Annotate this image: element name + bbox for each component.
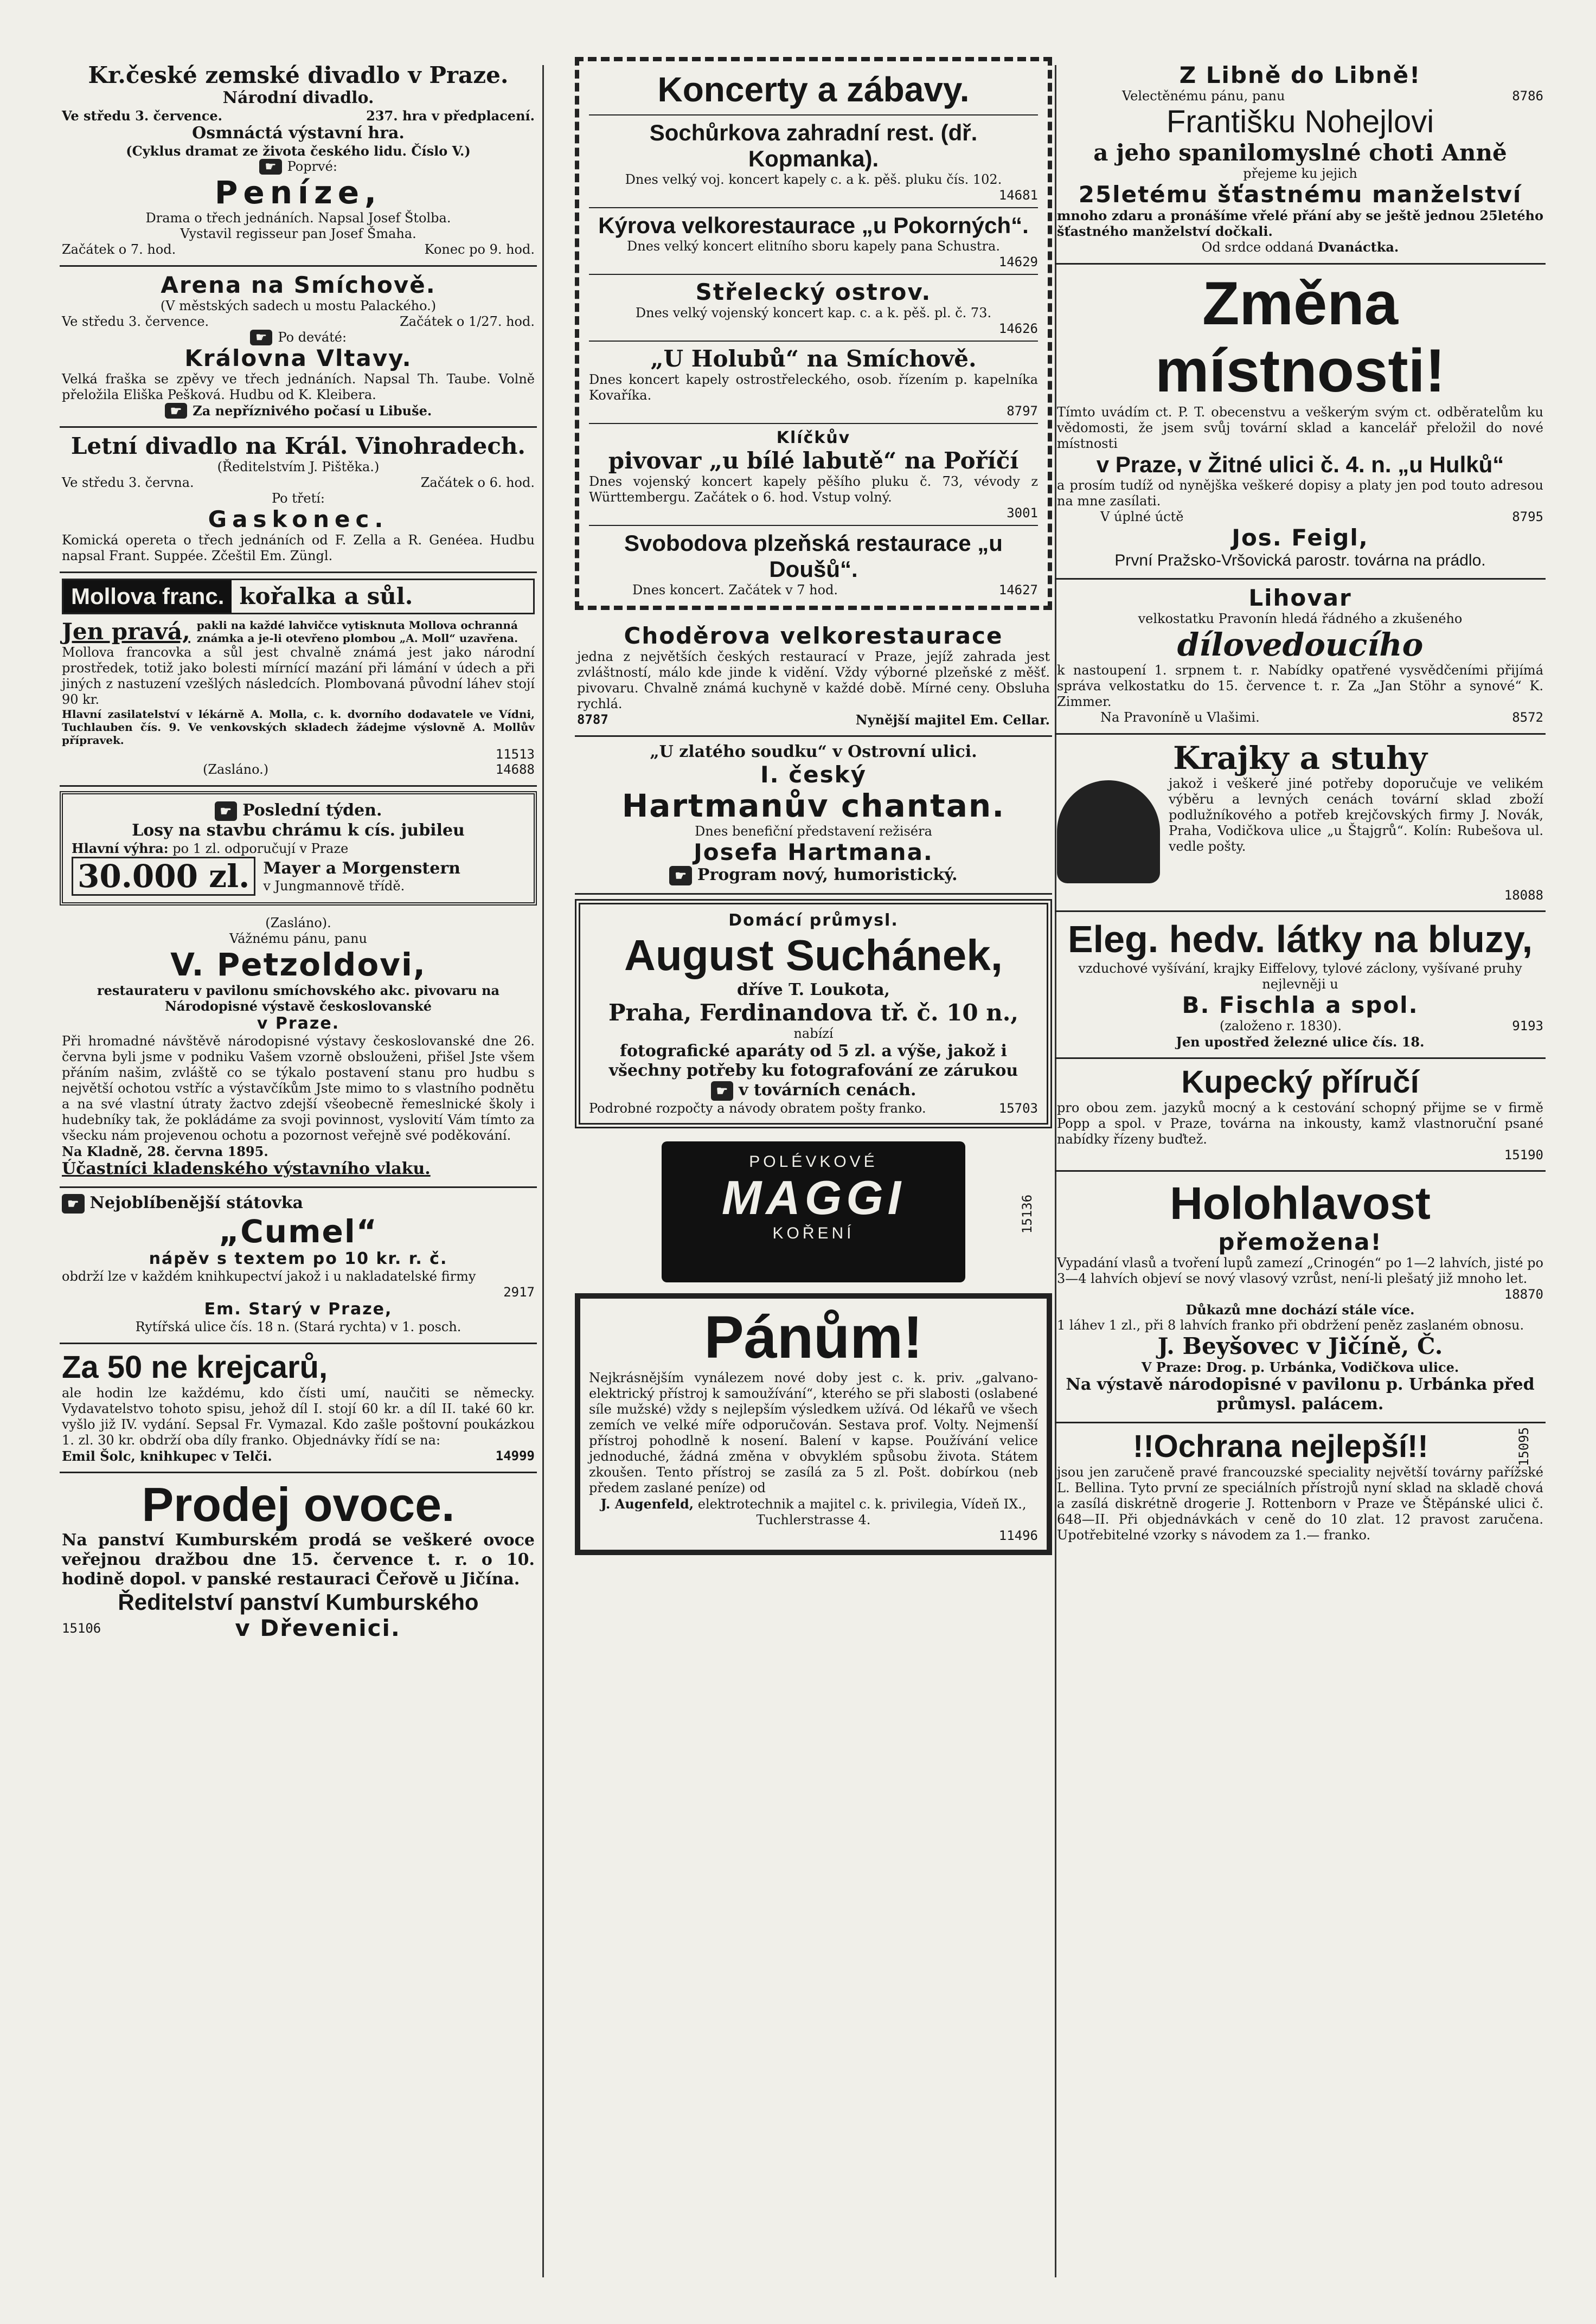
suchanek-foot: Podrobné rozpočty a návody obratem pošty franko. — [589, 1101, 926, 1116]
holo-sub: přemožena! — [1218, 1229, 1382, 1255]
change-title: Změna místnosti! — [1155, 269, 1446, 405]
kupecky-serial: 15190 — [1504, 1147, 1543, 1163]
ad-za50 — [60, 1344, 537, 1473]
hartman-today: Dnes benefiční představení režiséra — [695, 824, 932, 839]
lihovar-body: k nastoupení 1. srpnem t. r. Nabídky opatřené vysvědčeními přijímá správa velkostatku do 15. července t. r. Za „Jan Stöhr a synové“ K. Zimmer. — [1057, 663, 1543, 709]
libne-to: Velectěnému pánu, panu — [1122, 88, 1285, 104]
arena-ninth: Po deváté: — [278, 330, 347, 345]
pointing-hand-icon: ☛ — [215, 801, 238, 821]
concert-3-serial: 14626 — [998, 321, 1038, 336]
pointing-hand-icon: ☛ — [250, 330, 273, 345]
ochrana-serial: 15095 — [1516, 1427, 1531, 1467]
eleg-body: vzduchové vyšívání, krajky Eiffelovy, tylové záclony, vyšívané pruhy nejlevněji u — [1078, 961, 1522, 992]
lady-figure-icon — [1057, 780, 1160, 883]
kupecky-body: pro obou zem. jazyků mocný a k cestování schopný přijme se v firmě Popp a spol. v Praze, továrna na inkousty, kamž vlastnoruční psané nabídky řízeny buďtež. — [1057, 1100, 1543, 1147]
eleg-addr: Jen upostřed železné ulice čís. 18. — [1176, 1034, 1425, 1050]
suchanek-name: August Suchánek, — [624, 931, 1003, 979]
ad-choderova — [575, 618, 1052, 737]
ad-ochrana — [1055, 1423, 1546, 1551]
arena-heading: Arena na Smíchově. — [161, 272, 436, 298]
lihovar-title: dílovedoucího — [1177, 626, 1424, 663]
ad-holohlavost — [1055, 1172, 1546, 1423]
maggi-line2: MAGGI — [721, 1171, 906, 1224]
change-body-2: a prosím tudíž od nynějška veškeré dopisy a platy jen pod touto adresou na mne zasílati. — [1057, 478, 1543, 509]
moll-banner-left: Mollova franc. — [63, 580, 232, 613]
petzold-greeting: Vážnému pánu, panu — [229, 931, 367, 946]
ochrana-title: !!Ochrana nejlepší!! — [1133, 1429, 1428, 1464]
change-serial: 8795 — [1512, 509, 1543, 524]
cumel-title: „Cumel“ — [219, 1213, 378, 1250]
summer-title: Gaskonec. — [208, 506, 389, 532]
moll-zaslano: (Zasláno.) — [203, 762, 269, 777]
concert-5-pre: Klíčkův — [776, 428, 851, 447]
hartman-top: „U zlatého soudku“ v Ostrovní ulici. — [650, 742, 977, 761]
pointing-hand-icon: ☛ — [711, 1081, 734, 1101]
maggi-line1: POLÉVKOVÉ — [749, 1153, 878, 1171]
pointing-hand-icon: ☛ — [62, 1194, 85, 1214]
fruit-title: Prodej ovoce. — [142, 1478, 455, 1531]
concert-6-title: Svobodova plzeňská restaurace „u Doušů“. — [624, 530, 1003, 582]
za50-firm: Emil Šolc, knihkupec v Telči. — [62, 1448, 272, 1464]
moll-body: Mollova francovka a sůl jest chvalně známá jest jako národní prostředek, totiž jako bolesti mírnící mazání při lámání v údech a při jiných z nastuzení vzešlých následcích. Plombovaná původní láhev stojí 90 kr. — [62, 645, 535, 707]
libne-wish: přejeme ku jejich — [1243, 166, 1357, 181]
ad-hartman — [575, 737, 1052, 895]
ad-concerts — [575, 57, 1052, 610]
lihovar-place: Na Pravoníně u Vlašimi. — [1100, 710, 1260, 725]
concerts-heading: Koncerty a zábavy. — [657, 70, 970, 109]
holo-price: 1 láhev 1 zl., při 8 lahvích franko při obdržení peněz zaslaném obnosu. — [1057, 1318, 1524, 1333]
concert-2-body: Dnes velký koncert elitního sboru kapely pana Schustra. — [627, 239, 1000, 254]
summer-heading: Letní divadlo na Král. Vinohradech. — [70, 433, 526, 459]
holo-expo: Na výstavě národopisné v pavilonu p. Urbánka před průmysl. palácem. — [1066, 1375, 1535, 1414]
concert-1-body: Dnes velký voj. koncert kapely c. a k. pěš. pluku čís. 102. — [625, 172, 1002, 187]
summer-line1: (Ředitelstvím J. Pištěka.) — [217, 459, 380, 474]
pointing-hand-icon: ☛ — [165, 403, 188, 419]
arena-date: Ve středu 3. července. — [62, 314, 209, 329]
lottery-addr: v Jungmannově třídě. — [263, 878, 405, 894]
eleg-serial: 9193 — [1512, 1018, 1543, 1033]
change-firm: První Pražsko-Vršovická parostr. továrna na prádlo. — [1114, 551, 1486, 569]
theatre-perf: 237. hra v předplacení. — [366, 108, 535, 124]
suchanek-former: dříve T. Loukota, — [737, 980, 890, 999]
cumel-sub: nápěv s textem po 10 kr. r. č. — [149, 1249, 448, 1268]
libne-wife: a jeho spanilomyslné choti Anně — [1093, 139, 1507, 166]
summer-third: Po třetí: — [272, 491, 325, 506]
fruit-org: Ředitelství panství Kumburského — [118, 1589, 479, 1615]
suchanek-addr: Praha, Ferdinandova tř. č. 10 n., — [608, 999, 1019, 1026]
summer-date: Ve středu 3. června. — [62, 475, 194, 490]
change-body: Tímto uvádím ct. P. T. obecenstvu a veškerým svým ct. odběratelům ku vědomosti, že jsem svůj tovární sklad a kancelář přeložil do nové místnosti — [1057, 405, 1543, 451]
ad-lihovar — [1055, 580, 1546, 735]
za50-title: Za 50 ne krejcarů, — [62, 1350, 328, 1385]
maggi-label — [662, 1141, 965, 1282]
petzold-sub: restaurateru v pavilonu smíchovského akc. pivovaru na Národopisné výstavě českoslovanské — [97, 983, 500, 1014]
theatre-line1: Drama o třech jednáních. Napsal Josef Štolba. — [145, 210, 451, 226]
krajky-serial: 18088 — [1504, 888, 1543, 903]
kupecky-title: Kupecký příručí — [1181, 1064, 1419, 1100]
hartman-title: Hartmanův chantan. — [621, 787, 1005, 824]
lottery-line1: Losy na stavbu chrámu k cís. jubileu — [132, 821, 465, 840]
fruit-place: v Dřevenici. — [235, 1615, 401, 1641]
holo-proof: Důkazů mne dochází stále více. — [1185, 1302, 1415, 1318]
theatre-heading: Kr.české zemské divadlo v Praze. — [88, 62, 509, 88]
libne-anniversary: 25letému šťastnému manželství — [1078, 181, 1522, 208]
moll-real-note: pakli na každé lahvičce vytisknuta Mollova ochranná známka a je-li otevřeno plombou „A. Moll“ uzavřena. — [196, 619, 518, 645]
libne-name: Františku Nohejlovi — [1166, 104, 1434, 139]
arena-line1: (V městských sadech u mostu Palackého.) — [160, 298, 437, 313]
petzold-name: V. Petzoldovi, — [170, 946, 426, 983]
concert-1-serial: 14681 — [998, 188, 1038, 203]
suchanek-serial: 15703 — [998, 1101, 1038, 1116]
change-addr: v Praze, v Žitné ulici č. 4. n. „u Hulků“ — [1096, 452, 1504, 477]
hartman-first: I. český — [760, 761, 867, 788]
eleg-firm: B. Fischla a spol. — [1182, 992, 1419, 1018]
eleg-title: Eleg. hedv. látky na bluzy, — [1067, 918, 1533, 960]
lihovar-line1: velkostatku Pravonín hledá řádného a zkušeného — [1138, 611, 1463, 626]
hartman-name: Josefa Hartmana. — [694, 839, 933, 865]
column-2 — [575, 57, 1052, 1559]
fruit-serial: 15106 — [62, 1621, 101, 1636]
holo-serial: 18870 — [1504, 1287, 1543, 1302]
petzold-city: v Praze. — [257, 1014, 340, 1033]
panum-serial: 11496 — [998, 1528, 1038, 1543]
ad-krajky — [1055, 735, 1546, 912]
lottery-prize-label: Hlavní výhra: — [72, 840, 169, 856]
holo-title: Holohlavost — [1170, 1178, 1431, 1229]
theatre-first: Poprvé: — [287, 159, 337, 174]
arena-line2: Velká fraška se zpěvy ve třech jednáních. Napsal Th. Taube. Volně přeložila Eliška Pešková. Hudbu od K. Kleibera. — [62, 371, 535, 402]
moll-depot: Hlavní zasilatelství v lékárně A. Molla, c. k. dvorního dodavatele ve Vídni, Tuchlauben čís. 9. Ve venkovských skladech žádejme výslovně A. Mollův přípravek. — [62, 708, 535, 747]
theatre-date: Ve středu 3. července. — [62, 108, 222, 124]
ad-libne — [1055, 57, 1546, 265]
ad-cumel — [60, 1188, 537, 1344]
eleg-founded: (založeno r. 1830). — [1220, 1018, 1342, 1033]
suchanek-body: fotografické aparáty od 5 zl. a výše, jakož i všechny potřeby ku fotografování ze zárukou — [608, 1042, 1018, 1080]
cumel-addr: Rytířská ulice čís. 18 n. (Stará rychta) v 1. posch. — [135, 1319, 462, 1334]
pointing-hand-icon: ☛ — [259, 159, 282, 175]
suchanek-prices: v továrních cenách. — [739, 1081, 916, 1100]
lottery-firm: Mayer a Morgenstern — [263, 858, 460, 878]
concert-1-title: Sochůrkova zahradní rest. (dř. Kopmanka). — [649, 120, 978, 171]
arena-title: Královna Vltavy. — [184, 345, 412, 371]
panum-firm-2: elektrotechnik a majitel c. k. privilegia, Vídeň IX., Tuchlerstrasse 4. — [697, 1497, 1027, 1527]
theatre-start: Začátek o 7. hod. — [62, 242, 176, 257]
moll-serial-2: 14688 — [495, 762, 535, 777]
chod-serial: 8787 — [577, 712, 608, 727]
concert-4-serial: 8797 — [1007, 403, 1038, 419]
ad-panum — [575, 1293, 1052, 1555]
concert-5-body: Dnes vojenský koncert kapely pěšího pluku č. 73, vévody z Württembergu. Začátek o 6. hod. Vstup volný. — [589, 474, 1038, 505]
column-3 — [1055, 57, 1546, 1551]
lottery-amount: 30.000 zl. — [72, 857, 255, 896]
holo-depot: V Praze: Drog. p. Urbánka, Vodičkova ulice. — [1141, 1359, 1459, 1375]
petzold-sign: Účastníci kladenského výstavního vlaku. — [62, 1159, 431, 1178]
ad-summer-theatre — [60, 428, 537, 573]
arena-start: Začátek o 1/27. hod. — [400, 314, 535, 329]
concert-5-title: pivovar „u bílé labutě“ na Poříčí — [608, 447, 1019, 474]
concert-4-title: „U Holubů“ na Smíchově. — [650, 345, 977, 372]
krajky-title: Krajky a stuhy — [1173, 740, 1427, 776]
maggi-line3: KOŘENÍ — [772, 1224, 855, 1242]
summer-start: Začátek o 6. hod. — [420, 475, 535, 490]
lottery-prize-note: po 1 zl. odporučují v Praze — [172, 841, 349, 856]
theatre-sub: Národní divadlo. — [222, 88, 374, 107]
suchanek-head: Domácí průmysl. — [728, 911, 899, 930]
lottery-last: Poslední týden. — [242, 801, 382, 820]
maggi-serial: 15136 — [1019, 1194, 1035, 1234]
libne-serial: 8786 — [1512, 88, 1543, 104]
ad-change-premises — [1055, 265, 1546, 580]
petzold-body: Při hromadné návštěvě národopisné výstavy českoslovanské dne 26. června byli jsme v podniku Vašem vzorně obslouženi, přišel Jste všem přáním našim, zvláště co se týkalo postavení stanu pro hudbu s největší ochotou vstříc a výstavčíkům Jste mimo to s vlastního podnětu a na své vlastní útraty žactvo zdejší všeobecně řemeslnické školy i hudebníky tak, že pokládáme za svoji povinnost, vyslovití Vám tímto za všecku nám projevenou ochotu a pozornost veřejně své poděkování. — [62, 1033, 535, 1143]
concert-2-title: Kýrova velkorestaurace „u Pokorných“. — [598, 213, 1029, 238]
panum-body: Nejkrásnějším vynálezem nové doby jest c. k. priv. „galvano-elektrický přístroj k samoužívání“, kterého se při slabosti (oslabené síle mužské) vždy s nejlepším výsledkem užívá. Od lékařů ve všech zemích ve velké míře odporučován. Sestava prof. Volty. Nejmenší přístroj pohodlně k nosení. Balení v kapse. Používání velice jednoduché, žádná změna v obvyklém spůsobu života. Státem zkoušen. Tento přístroj se zasílá za 5 zl. Pošt. dobírkou (neb předem zaslané peníze) od — [589, 1370, 1038, 1495]
summer-line2: Komická opereta o třech jednáních od F. Zella a R. Genéea. Hudbu napsal Frant. Suppée. Zčeštil Em. Züngl. — [62, 532, 535, 563]
pointing-hand-icon: ☛ — [669, 866, 692, 885]
moll-banner-right: kořalka a sůl. — [239, 583, 413, 609]
petzold-zaslano: (Zasláno). — [265, 915, 331, 930]
theatre-cycle: (Cyklus dramat ze života českého lidu. Číslo V.) — [126, 143, 471, 159]
theatre-end: Konec po 9. hod. — [424, 242, 535, 257]
concert-3-title: Střelecký ostrov. — [695, 279, 932, 305]
ad-petzold — [60, 910, 537, 1188]
theatre-title: Peníze, — [214, 174, 382, 211]
cumel-body: obdrží lze v každém knihkupectví jakož i u nakladatelské firmy — [62, 1269, 476, 1284]
chod-owner: Nynější majitel Em. Cellar. — [855, 712, 1050, 728]
holo-firm: J. Beyšovec v Jičíně, Č. — [1157, 1333, 1443, 1359]
theatre-show: Osmnáctá výstavní hra. — [192, 124, 405, 143]
libne-body: mnoho zdaru a pronášíme vřelé přání aby se ještě jednou 25letého šťastného manželství dočkali. — [1057, 208, 1543, 239]
holo-body-1: Vypadání vlasů a tvoření lupů zamezí „Crinogén“ po 1—2 lahvích, jisté po 3—4 lahvích objeví se nový vlasový vzrůst, není-li plešatý již mnoho let. — [1057, 1255, 1543, 1286]
petzold-place: Na Kladně, 28. června 1895. — [62, 1144, 268, 1159]
ad-moll — [60, 573, 537, 787]
hartman-prog: Program nový, humoristický. — [697, 865, 958, 884]
ad-maggi — [575, 1141, 1052, 1282]
cumel-top: Nejoblíbenější státovka — [89, 1193, 303, 1212]
ad-kupecky — [1055, 1059, 1546, 1172]
concert-2-serial: 14629 — [998, 254, 1038, 269]
theatre-line2: Vystavil regisseur pan Josef Šmaha. — [180, 226, 416, 241]
suchanek-offers: nabízí — [793, 1026, 834, 1041]
lihovar-serial: 8572 — [1512, 710, 1543, 725]
concert-6-serial: 14627 — [998, 582, 1038, 598]
arena-weather: Za nepříznivého počasí u Libuše. — [193, 403, 432, 419]
concert-5-serial: 3001 — [1007, 505, 1038, 521]
chod-body: jedna z největších českých restaurací v Praze, jejíž zahrada jest zvláštností, málo kde jinde k vidění. Vždy výborné plzeňské z měšť. pivovaru. Chvalně známá kuchyně v každé době. Mírné ceny. Obsluha rychlá. — [577, 649, 1050, 711]
moll-real: Jen pravá, — [62, 618, 190, 645]
za50-serial: 14999 — [495, 1448, 535, 1463]
ad-arena-smichov — [60, 267, 537, 428]
libne-sign: Dvanáctka. — [1317, 239, 1399, 255]
cumel-firm: Em. Starý v Praze, — [204, 1300, 393, 1319]
panum-firm: J. Augenfeld, — [600, 1496, 694, 1512]
chod-title: Choděrova velkorestaurace — [624, 622, 1003, 649]
concert-3-body: Dnes velký vojenský koncert kap. c. a k. pěš. pl. č. 73. — [635, 305, 992, 320]
change-respect: V úplné úctě — [1100, 509, 1184, 524]
column-1 — [60, 57, 537, 1649]
lihovar-head: Lihovar — [1248, 585, 1352, 611]
libne-sign-pre: Od srdce oddaná — [1201, 240, 1314, 255]
ad-suchanek — [575, 899, 1052, 1128]
ad-lottery — [60, 791, 537, 906]
krajky-body: jakož i veškeré jiné potřeby doporučuje ve velikém výběru a levných cenách tovární sklad zboží podlužníkového a potřeb krejčovských firmy J. Novák, Praha, Vodičkova ulice „u Štajgrů“. Kolín: Rubešova ul. vedle pošty. — [1169, 776, 1543, 854]
ad-fruit-sale — [60, 1473, 537, 1649]
libne-head: Z Libně do Libně! — [1179, 62, 1421, 88]
cumel-serial: 2917 — [503, 1285, 535, 1300]
moll-serial: 11513 — [495, 747, 535, 762]
column-rule-left — [542, 65, 544, 2277]
ad-eleg — [1055, 912, 1546, 1059]
panum-title: Pánům! — [704, 1304, 923, 1371]
ochrana-body: jsou jen zaručeně pravé francouzské speciality největší továrny pařížské L. Bellina. Tyto první ze speciálních přístrojů nyní sklad na skladě chová a zasílá diskrétně drogerie J. Rottenborn v Praze ve Štěpánské ulici č. 648—II. Při objednávkách v ceně do 10 zlat. 12 pravost zaručena. Upotřebitelné vzorky s návodem za 1.— franko. — [1057, 1465, 1543, 1543]
fruit-body: Na panství Kumburském prodá se veškeré ovoce veřejnou dražbou dne 15. července t. r. o 10. hodině dopol. v panské restauraci Čeřově u Jičína. — [62, 1531, 535, 1589]
concert-4-body: Dnes koncert kapely ostrostřeleckého, osob. řízením p. kapelníka Kovaříka. — [589, 372, 1038, 403]
za50-body: ale hodin lze každému, kdo čísti umí, naučiti se německy. Vydavatelstvo tohoto spisu, jehož díl I. stojí 60 kr. a díl II. také 60 kr. vyšlo již IV. vydání. Sepsal Fr. Vymazal. Kdo zašle poštovní poukázkou 1. zl. 30 kr. obdrží oba díly franko. Objednávky řídí se na: — [62, 1385, 535, 1448]
concert-6-body: Dnes koncert. Začátek v 7 hod. — [632, 582, 838, 598]
change-name: Jos. Feigl, — [1232, 524, 1369, 551]
ad-national-theatre — [60, 57, 537, 267]
